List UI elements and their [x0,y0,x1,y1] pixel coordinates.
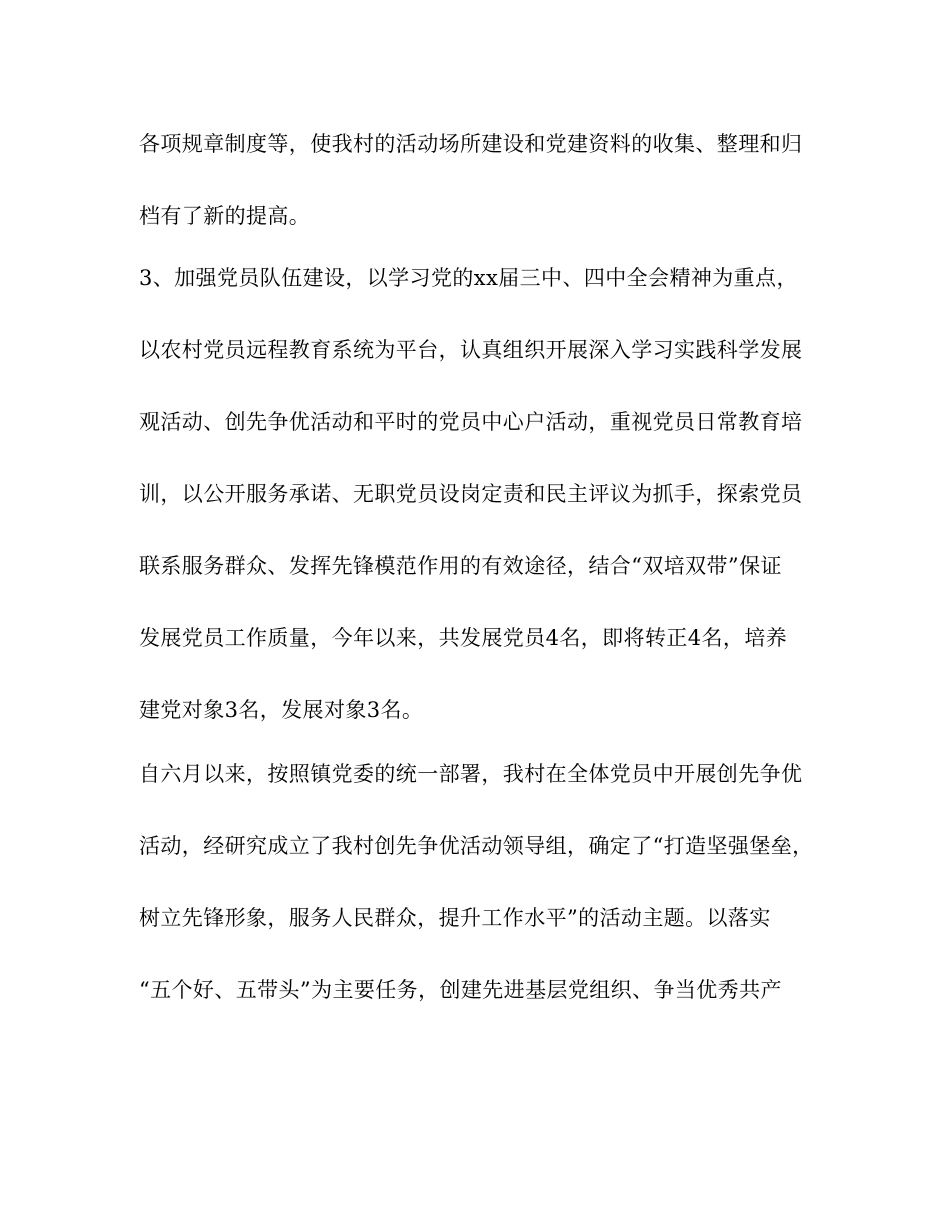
text-line-7: 联系服务群众、发挥先锋模范作用的有效途径，结合“双培双带”保证 [139,554,782,578]
text-line-6: 训，以公开服务承诺、无职党员设岗定责和民主评议为抓手，探索党员 [139,482,803,506]
text-line-8: 发展党员工作质量，今年以来，共发展党员4名，即将转正4名，培养 [139,626,788,650]
text-line-4: 以农村党员远程教育系统为平台，认真组织开展深入学习实践科学发展 [139,338,803,362]
text-line-9: 建党对象3名，发展对象3名。 [139,698,424,722]
text-line-11: 活动，经研究成立了我村创先争优活动领导组，确定了“打造坚强堡垒， [139,834,814,858]
text-line-3: 3、加强党员队伍建设，以学习党的xx届三中、四中全会精神为重点， [139,266,798,290]
text-line-5: 观活动、创先争优活动和平时的党员中心户活动，重视党员日常教育培 [139,410,803,434]
text-line-12: 树立先锋形象，服务人民群众，提升工作水平”的活动主题。以落实 [139,906,771,930]
text-line-2: 档有了新的提高。 [139,204,311,228]
text-line-1: 各项规章制度等，使我村的活动场所建设和党建资料的收集、整理和归 [139,132,803,156]
text-line-10: 自六月以来，按照镇党委的统一部署，我村在全体党员中开展创先争优 [139,762,803,786]
text-line-13: “五个好、五带头”为主要任务，创建先进基层党组织、争当优秀共产 [139,978,782,1002]
